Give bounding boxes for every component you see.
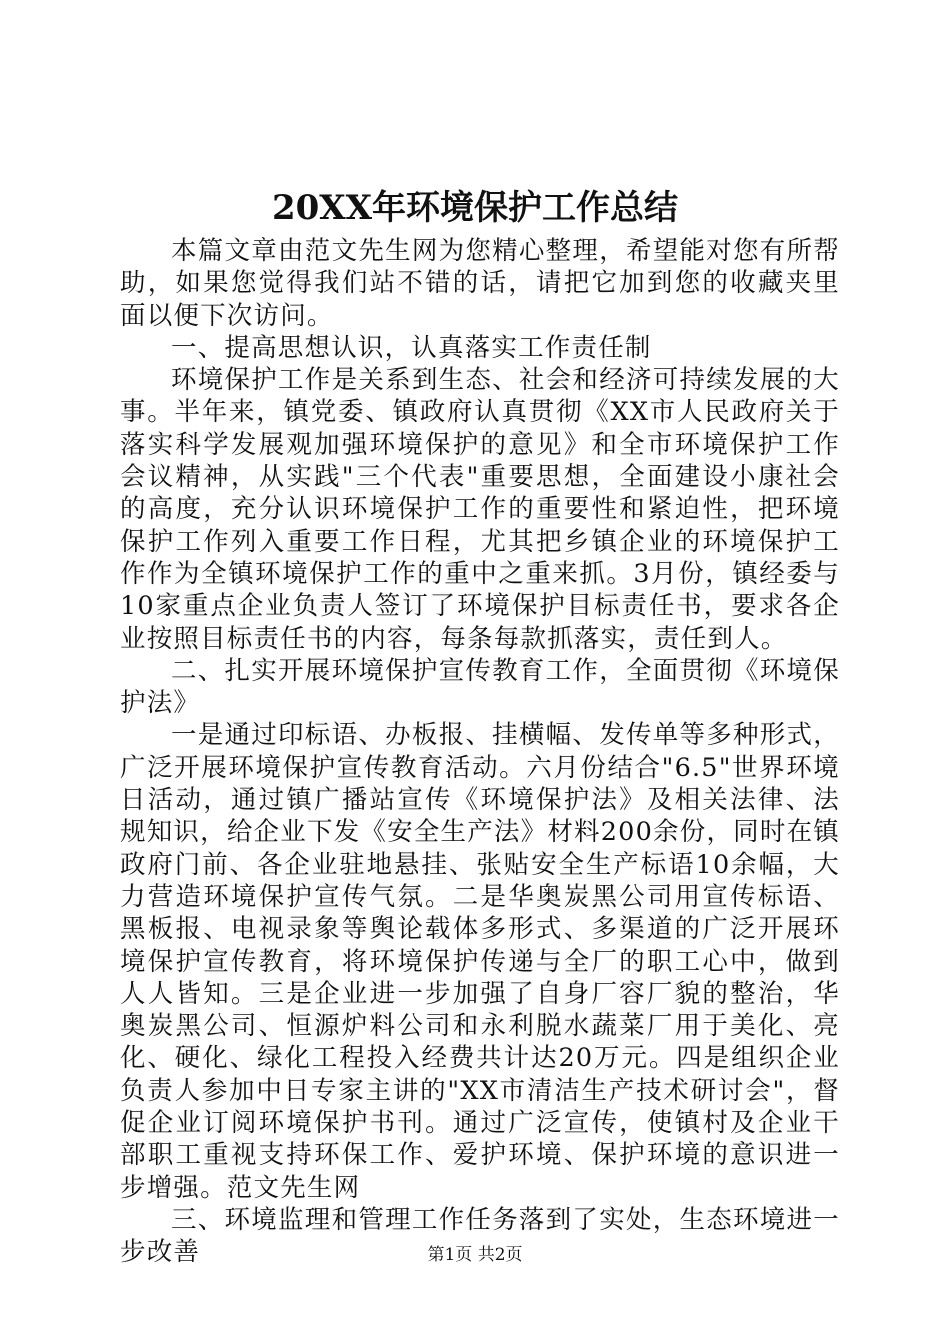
section-heading-2: 二、扎实开展环境保护宣传教育工作，全面贯彻《环境保护法》 [120,655,840,719]
page-number-footer: 第1页 共2页 [427,1245,523,1265]
intro-paragraph: 本篇文章由范文先生网为您精心整理，希望能对您有所帮助，如果您觉得我们站不错的话，请把它加到您的收藏夹里面以便下次访问。 [120,236,840,331]
section-heading-3: 三、环境监理和管理工作任务落到了实处，生态环境进一步改善 [120,1204,840,1268]
document-body [120,235,840,1269]
document-title: 20XX年环境保护工作总结 [271,188,679,228]
body-paragraph-2: 一是通过印标语、办板报、挂横幅、发传单等多种形式，广泛开展环境保护宣传教育活动。六月份结合"6.5"世界环境日活动，通过镇广播站宣传《环境保护法》及相关法律、法规知识，给企业下发《安全生产法》材料200余份，同时在镇政府门前、各企业驻地悬挂、张贴安全生产标语10余幅，大力营造环境保护宣传气氛。二是华奥炭黑公司用宣传标语、黑板报、电视录象等舆论载体多形式、多渠道的广泛开展环境保护宣传教育，将环境保护传递与全厂的职工心中，做到人人皆知。三是企业进一步加强了自身厂容厂貌的整治，华奥炭黑公司、恒源炉料公司和永利脱水蔬菜厂用于美化、亮化、硬化、绿化工程投入经费共计达20万元。四是组织企业负责人参加中日专家主讲的"XX市清洁生产技术研讨会"，督促企业订阅环境保护书刊。通过广泛宣传，使镇村及企业干部职工重视支持环保工作、爱护环境、保护环境的意识进一步增强。范文先生网 [120,720,840,1203]
section-heading-1: 一、提高思想认识，认真落实工作责任制 [171,332,652,363]
body-paragraph-1: 环境保护工作是关系到生态、社会和经济可持续发展的大事。半年来，镇党委、镇政府认真贯彻《XX市人民政府关于落实科学发展观加强环境保护的意见》和全市环境保护工作会议精神，从实践"三个代表"重要思想，全面建设小康社会的高度，充分认识环境保护工作的重要性和紧迫性，把环境保护工作列入重要工作日程，尤其把乡镇企业的环境保护工作作为全镇环境保护工作的重中之重来抓。3月份，镇经委与10家重点企业负责人签订了环境保护目标责任书，要求各企业按照目标责任书的内容，每条每款抓落实，责任到人。 [120,365,840,654]
